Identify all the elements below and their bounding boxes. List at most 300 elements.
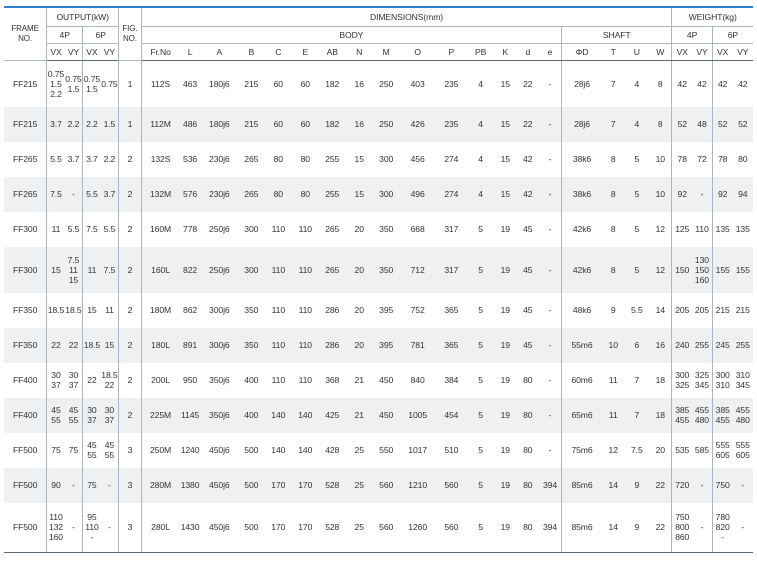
body-dim-cell: 60 [300,78,310,89]
body-dim-cell: 25 [346,503,373,553]
weight-6p-vy-cell: - [733,503,753,553]
body-dim-cell: 16 [354,78,364,89]
weight-4p-vx-cell: 205 [672,293,692,328]
shaft-dim-cell: 5 [624,247,649,293]
body-dim-cell: 250 [373,107,400,142]
body-dim-cell: 110 [271,305,285,315]
body-dim-cell: 496 [400,177,436,212]
output-4p-vx-cell: 5.5 [47,142,65,177]
shaft-dim-cell: 85m6 [562,503,602,553]
output-6p-vy-cell: 1.5 [101,107,119,142]
body-dim-cell: 450 [379,375,394,385]
body-dim-cell: 840 [410,375,425,385]
body-dim-cell: 394 [539,468,561,503]
body-dim-cell: 140 [292,398,319,433]
body-dim-cell: 300 [373,177,400,212]
body-dim-cell: 20 [354,224,364,234]
body-dim-cell: 80 [517,468,539,503]
output-4p-vx-header: VX [47,44,65,61]
weight-6p-vy-cell: 52 [733,107,753,142]
shaft-dim-cell: 11 [608,375,618,385]
body-dim-cell: 250 [379,78,394,89]
shaft-dim-cell: 5 [634,224,640,234]
weight-4p-vy-cell: 110 [695,224,709,234]
shaft-dim-cell: 7.5 [631,445,643,455]
shaft-dim-cell: 20 [655,445,665,455]
shaft-dim-cell: 55m6 [562,328,602,363]
body-dim-cell: 350j6 [201,398,238,433]
weight-6p-vy-cell: 135 [735,224,750,234]
body-dim-cell: 752 [410,305,425,315]
body-dim-cell: 500 [238,503,265,553]
weight-4p-vx-cell: 150 [672,247,692,293]
body-dim-cell: 45 [517,247,539,293]
body-dim-cell: 42 [517,177,539,212]
fig-no-cell: 1 [119,107,141,142]
shaft-dim-cell: 7 [624,398,649,433]
body-dim-cell: 668 [410,224,425,234]
shaft-dim-cell: 10 [602,328,624,363]
body-dim-cell: 300 [244,224,259,234]
output-6p-vx-cell: 11 [83,247,101,293]
body-dim-cell: 274 [444,154,459,164]
body-col-header: PB [467,44,494,61]
shaft-dim-cell: 85m6 [562,468,602,503]
body-dim-cell: 4 [478,78,483,89]
body-dim-cell: 21 [346,398,373,433]
body-dim-cell: 536 [183,154,198,164]
shaft-dim-cell: 4 [624,107,649,142]
body-dim-cell: - [539,177,561,212]
output-6p-vy-cell: 45 55 [104,440,115,460]
body-dim-cell: - [548,78,552,89]
body-dim-cell: 1005 [400,398,436,433]
body-dim-cell: 560 [373,503,400,553]
table-row [4,503,753,553]
frame-no-header: FRAME NO. [4,7,47,61]
table-row [4,107,753,142]
shaft-col-header: U [624,44,649,61]
weight-6p-vx-cell: 52 [712,107,732,142]
body-dim-cell: 15 [494,107,516,142]
body-dim-cell: 110 [265,328,292,363]
shaft-dim-cell: 11 [602,398,624,433]
output-6p-vx-cell: 18.5 [83,328,101,363]
weight-6p-vy-cell: 455 480 [733,398,753,433]
output-6p-vx-cell: 7.5 [83,212,101,247]
body-dim-cell: 250j6 [201,247,238,293]
body-frno-cell: 180M [141,293,179,328]
output-6p-vx-header: VX [83,44,101,61]
output-4p-vx-cell: 30 37 [47,363,65,398]
body-dim-cell: 265 [325,224,340,234]
weight-4p-vy-cell: 130 150 160 [692,247,712,293]
output-6p-vy-cell: 30 37 [101,398,119,433]
body-dim-cell: 250j6 [209,224,230,234]
output-6p-vy-header: VY [101,44,119,61]
output-4p-vx-cell: 15 [47,247,65,293]
body-dim-cell: 286 [325,305,340,315]
output-4p-vy-cell: 7.5 11 15 [65,247,83,293]
body-dim-cell: 255 [319,177,346,212]
body-dim-cell: 20 [346,247,373,293]
body-dim-cell: - [548,154,552,164]
shaft-dim-cell: 48k6 [562,293,602,328]
output-4p-vy-cell: - [65,177,83,212]
weight-4p-vy-cell: - [692,468,712,503]
body-dim-cell: 450j6 [201,503,238,553]
body-dim-cell: 15 [500,154,510,164]
body-dim-cell: 110 [292,247,319,293]
table-row [4,433,753,468]
shaft-dim-cell: 22 [649,503,672,553]
body-dim-cell: 450j6 [209,445,230,455]
body-dim-cell: 1210 [400,468,436,503]
shaft-dim-cell: 38k6 [562,177,602,212]
output-6p-vy-cell: - [101,468,119,503]
weight-6p-vy-header: VY [733,44,753,61]
body-dim-cell: 140 [265,398,292,433]
weight-4p-vy-cell: - [692,177,712,212]
body-dim-cell: - [539,247,561,293]
weight-4p-vx-cell: 42 [672,61,692,107]
body-dim-cell: 45 [523,224,533,234]
weight-4p-vy-cell: 255 [692,328,712,363]
shaft-dim-cell: 14 [602,468,624,503]
body-dim-cell: - [539,398,561,433]
body-dim-cell: 255 [325,154,340,164]
shaft-dim-cell: 5 [634,154,640,164]
body-dim-cell: 528 [319,503,346,553]
output-6p-vy-cell: 11 [105,305,114,315]
weight-6p-vy-cell: 80 [738,154,748,164]
body-dim-cell: 230j6 [209,154,230,164]
body-dim-cell: 15 [494,177,516,212]
fig-no-cell: 2 [119,328,141,363]
output-6p-vy-cell: 0.75 [101,78,118,89]
body-dim-cell: 110 [298,224,312,234]
body-frno-cell: 200L [141,363,179,398]
body-dim-cell: 1260 [400,503,436,553]
shaft-col-header: T [602,44,624,61]
weight-6p-header: 6P [712,27,753,44]
weight-6p-vx-cell: 245 [712,328,732,363]
table-row [4,247,753,293]
frame-no-cell: FF300 [12,224,38,234]
weight-6p-vx-cell: 750 [712,468,732,503]
output-6p-vy-cell: 15 [101,328,119,363]
body-dim-cell: 317 [436,247,467,293]
body-dim-cell: 60 [292,107,319,142]
body-dim-cell: 5 [467,398,494,433]
body-dim-cell: 19 [494,328,516,363]
output-4p-vx-cell: 18.5 [47,293,65,328]
shaft-dim-cell: 8 [610,154,616,164]
table-row [4,398,753,433]
table-row [4,293,753,328]
body-dim-cell: 110 [298,305,312,315]
body-dim-cell: 80 [300,154,310,164]
body-dim-cell: 300 [379,154,394,164]
body-dim-cell: 454 [436,398,467,433]
body-frno-cell: 250M [141,433,179,468]
body-dim-cell: 265 [319,247,346,293]
body-dim-cell: 300j6 [201,328,238,363]
body-dim-cell: 350j6 [209,375,230,385]
body-dim-cell: 45 [517,328,539,363]
output-4p-vx-cell: 7.5 [47,177,65,212]
body-dim-cell: - [548,445,552,455]
shaft-dim-cell: 8 [657,78,663,89]
body-dim-cell: 394 [539,503,561,553]
shaft-dim-cell: 38k6 [562,142,602,177]
body-dim-cell: 486 [179,107,200,142]
body-dim-cell: 5 [478,224,483,234]
output-4p-vy-cell: 45 55 [65,398,83,433]
frame-no-cell: FF400 [4,398,47,433]
body-col-header: P [436,44,467,61]
frame-no-cell: FF350 [4,328,47,363]
body-dim-cell: 500 [244,445,259,455]
body-dim-cell: 19 [494,503,516,553]
body-dim-cell: 560 [436,503,467,553]
shaft-dim-cell: 42k6 [562,212,602,247]
body-dim-cell: 230j6 [201,177,238,212]
body-dim-cell: 19 [494,398,516,433]
body-dim-cell: 426 [400,107,436,142]
weight-4p-vx-cell: 125 [672,212,692,247]
weight-4p-vx-cell: 300 325 [672,363,692,398]
weight-4p-vx-cell: 92 [672,177,692,212]
weight-6p-vy-cell: - [733,468,753,503]
frame-no-cell: FF300 [4,247,47,293]
body-dim-cell: 42 [523,154,533,164]
body-dim-cell: 350 [238,328,265,363]
body-dim-cell: 395 [373,328,400,363]
body-dim-cell: 60 [273,78,283,89]
frame-no-cell: FF500 [4,503,47,553]
body-dim-cell: 778 [183,224,198,234]
weight-4p-vy-cell: 455 480 [692,398,712,433]
weight-header: WEIGHT(kg) [672,7,753,27]
output-4p-vy-cell: 75 [68,445,79,455]
weight-4p-vx-cell: 78 [672,142,692,177]
body-dim-cell: 365 [444,305,459,315]
weight-6p-vy-cell: 42 [738,78,748,89]
body-dim-cell: 19 [494,468,516,503]
body-dim-cell: 1430 [179,503,200,553]
shaft-dim-cell: 18 [655,375,665,385]
body-dim-cell: 182 [325,78,340,89]
dimensions-header: DIMENSIONS(mm) [141,7,672,27]
weight-6p-vx-cell: 42 [712,61,732,107]
body-dim-cell: 712 [400,247,436,293]
body-col-header: AB [319,44,346,61]
body-frno-cell: 225M [141,398,179,433]
body-dim-cell: 450j6 [201,468,238,503]
body-dim-cell: - [539,107,561,142]
output-4p-vx-cell: 0.75 1.5 2.2 [47,61,65,107]
fig-no-cell: 1 [119,61,141,107]
body-dim-cell: 80 [265,177,292,212]
weight-4p-vx-cell: 240 [672,328,692,363]
body-frno-cell: 112M [141,107,179,142]
shaft-dim-cell: 12 [608,445,618,455]
output-4p-header: 4P [47,27,83,44]
fig-no-cell: 2 [119,212,141,247]
body-frno-cell: 132M [141,177,179,212]
body-dim-cell: 300j6 [209,305,230,315]
shaft-col-header: W [649,44,672,61]
body-dim-cell: 22 [523,78,533,89]
fig-no-cell: 3 [119,503,141,553]
body-dim-cell: 428 [325,445,340,455]
output-6p-vy-cell: 5.5 [103,224,116,234]
fig-no-cell: 2 [119,142,141,177]
shaft-dim-cell: 7 [634,375,640,385]
body-col-header: e [539,44,561,61]
body-dim-cell: 560 [373,468,400,503]
body-dim-cell: 4 [467,177,494,212]
output-6p-vy-cell: 2.2 [103,154,116,164]
weight-6p-vx-header: VX [712,44,732,61]
body-col-header: M [373,44,400,61]
output-6p-vx-cell: 75 [83,468,101,503]
weight-6p-vx-cell: 215 [712,293,732,328]
output-4p-vy-cell: - [65,468,83,503]
motor-dimensions-table [4,6,753,553]
body-dim-cell: 5 [478,375,483,385]
body-dim-cell: 365 [436,328,467,363]
body-dim-cell: 560 [436,468,467,503]
body-col-header: N [346,44,373,61]
body-header: BODY [141,27,561,44]
shaft-dim-cell: 5 [624,177,649,212]
body-dim-cell: 950 [183,375,198,385]
body-dim-cell: 20 [346,328,373,363]
weight-6p-vy-cell: 215 [735,305,750,315]
output-4p-vx-cell: 22 [47,328,65,363]
frame-no-cell: FF265 [4,177,47,212]
weight-4p-vx-header: VX [672,44,692,61]
body-dim-cell: 15 [354,154,364,164]
frame-no-cell: FF215 [12,78,38,89]
body-col-header: E [292,44,319,61]
shaft-dim-cell: 5.5 [631,305,643,315]
shaft-dim-cell: 8 [602,247,624,293]
frame-no-cell: FF500 [4,468,47,503]
weight-4p-vx-cell: 385 455 [672,398,692,433]
table-row [4,363,753,398]
body-dim-cell: 19 [494,247,516,293]
body-dim-cell: 21 [354,375,364,385]
weight-6p-vy-cell: 310 345 [735,370,750,390]
body-dim-cell: 170 [265,468,292,503]
body-col-header: K [494,44,516,61]
body-dim-cell: 550 [379,445,394,455]
output-4p-vy-header: VY [65,44,83,61]
body-dim-cell: 350 [373,247,400,293]
fig-no-cell: 2 [119,363,141,398]
weight-4p-vy-cell: 325 345 [694,370,709,390]
body-dim-cell: 215 [238,107,265,142]
body-dim-cell: 1145 [179,398,200,433]
body-col-header: A [201,44,238,61]
body-dim-cell: 25 [354,445,364,455]
output-6p-vx-cell: 30 37 [83,398,101,433]
output-6p-header: 6P [83,27,119,44]
output-6p-vx-cell: 22 [83,363,101,398]
body-frno-cell: 180L [141,328,179,363]
body-dim-cell: 80 [523,375,533,385]
table-row [4,61,753,107]
body-dim-cell: 235 [436,107,467,142]
body-dim-cell: - [548,375,552,385]
output-4p-vy-cell: - [65,503,83,553]
output-4p-vy-cell: 30 37 [68,370,79,390]
body-col-header: B [238,44,265,61]
output-4p-vy-cell: 0.75 1.5 [65,73,82,94]
table-row [4,328,753,363]
body-frno-cell: 280L [141,503,179,553]
body-dim-cell: 5 [478,445,483,455]
body-dim-cell: 182 [319,107,346,142]
body-dim-cell: 456 [410,154,425,164]
output-4p-vy-cell: 2.2 [65,107,83,142]
shaft-dim-cell: 60m6 [562,363,602,398]
body-dim-cell: 80 [523,445,533,455]
weight-6p-vx-cell: 555 605 [712,433,732,468]
body-dim-cell: 368 [325,375,340,385]
table-row [4,177,753,212]
shaft-dim-cell: 9 [624,503,649,553]
body-dim-cell: 170 [292,503,319,553]
body-dim-cell: 4 [467,107,494,142]
output-6p-vy-cell: - [101,503,119,553]
body-dim-cell: 403 [410,78,425,89]
fig-no-cell: 2 [119,293,141,328]
body-dim-cell: 22 [517,107,539,142]
body-dim-cell: 500 [238,468,265,503]
body-dim-cell: 5 [467,468,494,503]
shaft-dim-cell: 75m6 [562,433,602,468]
shaft-dim-cell: 7 [602,107,624,142]
body-dim-cell: 110 [292,328,319,363]
body-dim-cell: 300 [238,247,265,293]
shaft-dim-cell: 10 [655,154,665,164]
weight-4p-vy-cell: 48 [692,107,712,142]
weight-6p-vx-cell: 300 310 [712,363,732,398]
body-dim-cell: 5 [467,247,494,293]
output-header: OUTPUT(kW) [47,7,119,27]
output-6p-vx-cell: 3.7 [83,142,101,177]
shaft-dim-cell: 18 [649,398,672,433]
body-dim-cell: 235 [444,78,459,89]
body-dim-cell: 215 [244,78,259,89]
output-4p-vy-cell: 18.5 [65,305,82,315]
weight-4p-vx-cell: 535 [672,433,692,468]
body-frno-cell: 112S [141,61,179,107]
shaft-dim-cell: 8 [602,177,624,212]
shaft-dim-cell: 12 [655,224,665,234]
output-6p-vx-cell: 0.75 1.5 [83,61,101,107]
body-dim-cell: 110 [265,247,292,293]
body-dim-cell: 265 [244,154,259,164]
body-dim-cell: 170 [265,503,292,553]
weight-6p-vx-cell: 92 [712,177,732,212]
output-6p-vy-cell: 7.5 [101,247,119,293]
body-dim-cell: - [539,328,561,363]
